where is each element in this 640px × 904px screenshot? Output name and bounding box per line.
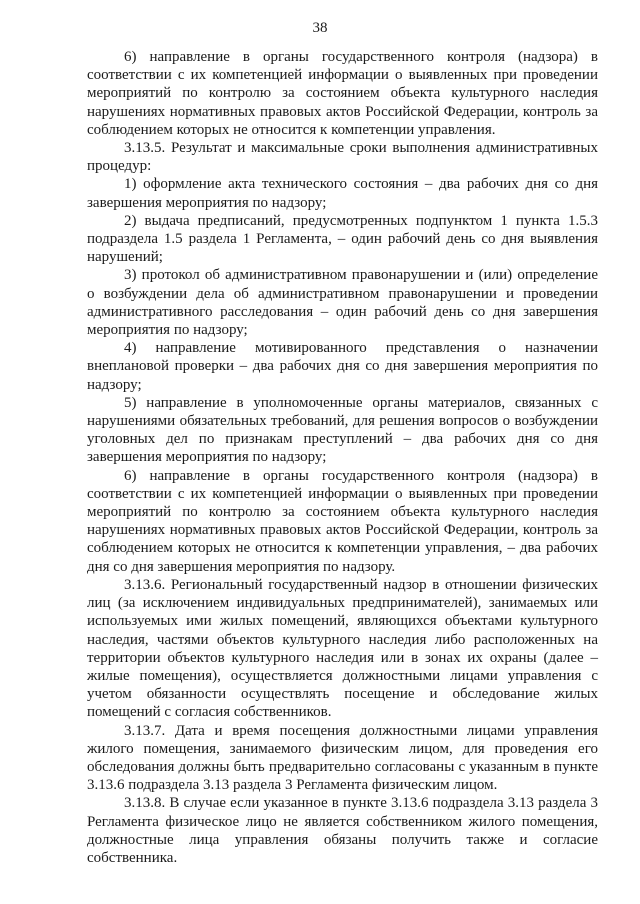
paragraph-3-13-5: 3.13.5. Результат и максимальные сроки выполнения административных процедур:: [87, 140, 598, 175]
paragraph-item-2: 2) выдача предписаний, предусмотренных подпунктом 1 пункта 1.5.3 подраздела 1.5 раздела 1 Регламента, – один рабочий день со дня выявления нарушений;: [87, 212, 598, 266]
paragraph-3-13-8: 3.13.8. В случае если указанное в пункте 3.13.6 подраздела 3.13 раздела 3 Регламента физическое лицо не является собственником жилого помещения, должностные лица управления обязаны получить также и согласие собственника.: [87, 795, 598, 866]
document-body: [87, 48, 598, 867]
paragraph-item-4: 4) направление мотивированного представления о назначении внеплановой проверки – два рабочих дня со дня завершения мероприятия по надзору;: [87, 340, 598, 393]
paragraph-item-6: 6) направление в органы государственного контроля (надзора) в соответствии с их компетенцией информации о выявленных при проведении мероприятий по контролю за состоянием объекта культурного наследия нарушениях нормативных правовых актов Российской Федерации, контроль за соблюдением которых не относится к компетенции управления, – два рабочих дня со дня завершения мероприятия по надзору.: [87, 467, 598, 575]
paragraph-item-6-notification: 6) направление в органы государственного контроля (надзора) в соответствии с их компетенцией информации о выявленных при проведении мероприятий по контролю за состоянием объекта культурного наследия нарушениях нормативных правовых актов Российской Федерации, контроль за соблюдением которых не относится к компетенции управления.: [87, 49, 598, 138]
paragraph-3-13-6: 3.13.6. Региональный государственный надзор в отношении физических лиц (за исключением индивидуальных предпринимателей), занимаемых или используемых ими жилых помещений, являющихся объектами культурного наследия, частями объектов культурного наследия либо расположенных на территории объектов культурного наследия или в зонах их охраны (далее – жилые помещения), осуществляется должностными лицами управления с учетом обязанности осуществлять посещение и обследование жилых помещений с согласия собственников.: [87, 576, 598, 721]
paragraph-item-1: 1) оформление акта технического состояния – два рабочих дня со дня завершения мероприятия по надзору;: [87, 176, 598, 211]
paragraph-item-5: 5) направление в уполномоченные органы материалов, связанных с нарушениями обязательных требований, для решения вопросов о возбуждении уголовных дел по признакам преступлений – два рабочих дня со дня завершения мероприятия по надзору;: [87, 394, 598, 466]
paragraph-3-13-7: 3.13.7. Дата и время посещения должностными лицами управления жилого помещения, занимаемого физическим лицом, для проведения его обследования должны быть предварительно согласованы с указанным в пункте 3.13.6 подраздела 3.13 раздела 3 Регламента физическим лицом.: [87, 722, 598, 794]
paragraph-item-3: 3) протокол об административном правонарушении и (или) определение о возбуждении дела об административном правонарушении и проведении административного расследования – один рабочий день со дня завершения мероприятия по надзору;: [87, 267, 598, 339]
page-number: 38: [312, 20, 328, 36]
